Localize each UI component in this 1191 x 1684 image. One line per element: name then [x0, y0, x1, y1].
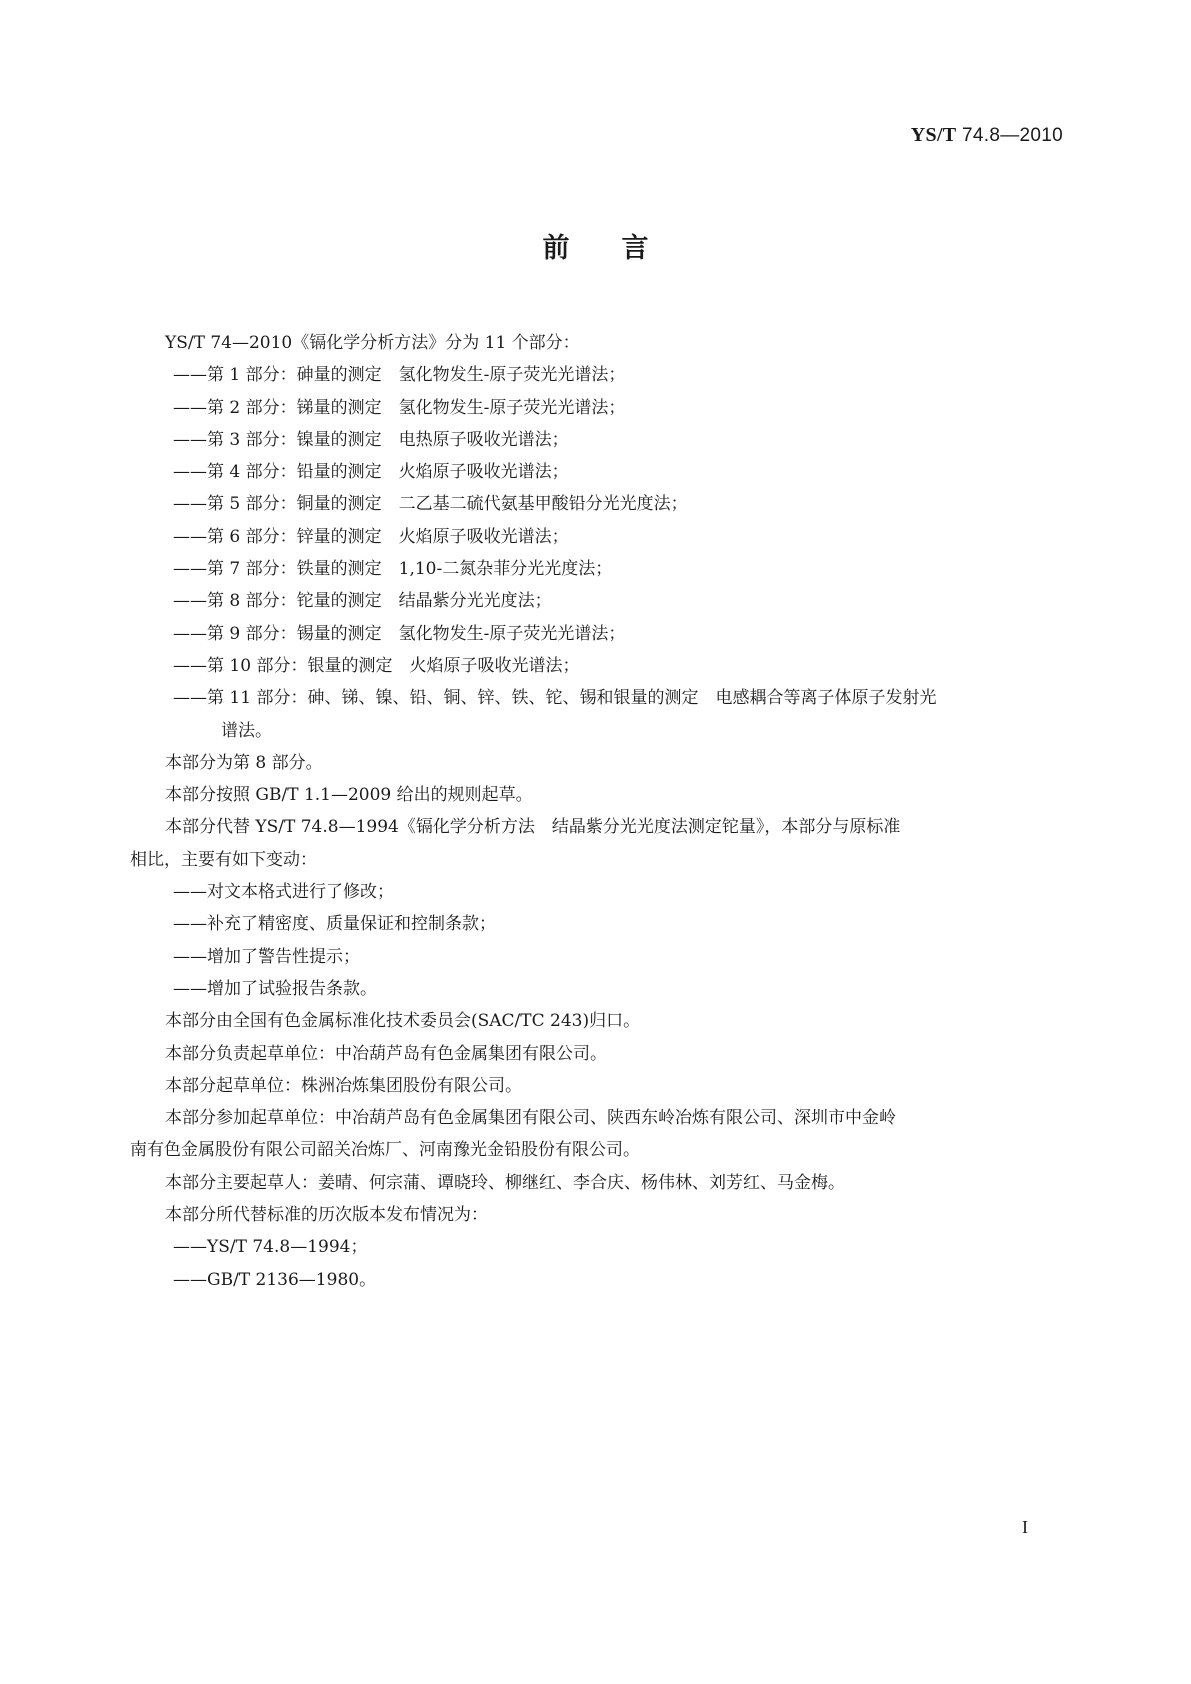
change-list-item: ——对文本格式进行了修改；	[173, 882, 394, 903]
history-list-item: ——YS/T 74.8—1994；	[173, 1237, 368, 1258]
page-title: 前言	[542, 233, 701, 264]
part-list-item: ——第 8 部分：铊量的测定 结晶紫分光光度法；	[173, 591, 552, 612]
part-list-item: ——第 3 部分：镍量的测定 电热原子吸收光谱法；	[173, 429, 569, 450]
committee-paragraph: 本部分由全国有色金属标准化技术委员会(SAC/TC 243)归口。	[165, 1011, 641, 1032]
part-list-item: ——第 2 部分：锑量的测定 氢化物发生-原子荧光光谱法；	[173, 397, 626, 418]
participating-units-line2: 南有色金属股份有限公司韶关冶炼厂、河南豫光金铅股份有限公司。	[130, 1140, 640, 1161]
change-list-item: ——增加了试验报告条款。	[173, 978, 377, 999]
drafting-rules-paragraph: 本部分按照 GB/T 1.1—2009 给出的规则起草。	[165, 785, 533, 806]
foreword-body	[130, 327, 1053, 1296]
page-number: I	[1022, 1517, 1028, 1537]
responsible-unit-paragraph: 本部分负责起草单位：中冶葫芦岛有色金属集团有限公司。	[165, 1043, 607, 1064]
participating-units-line1: 本部分参加起草单位：中冶葫芦岛有色金属集团有限公司、陕西东岭冶炼有限公司、深圳市中金岭	[165, 1108, 896, 1129]
replaces-paragraph-line1: 本部分代替 YS/T 74.8—1994《镉化学分析方法 结晶紫分光光度法测定铊量》，本部分与原标准	[165, 817, 901, 838]
part-list-item: ——第 4 部分：铅量的测定 火焰原子吸收光谱法；	[173, 462, 569, 483]
history-intro-paragraph: 本部分所代替标准的历次版本发布情况为：	[165, 1205, 488, 1226]
part-list-item: ——第 11 部分：砷、锑、镍、铅、铜、锌、铁、铊、锡和银量的测定 电感耦合等离子体原子发射光	[173, 688, 937, 709]
change-list-item: ——补充了精密度、质量保证和控制条款；	[173, 914, 496, 935]
part-list-item: ——第 7 部分：铁量的测定 1,10-二氮杂菲分光光度法；	[173, 559, 613, 580]
part-list-item-continuation: 谱法。	[221, 720, 272, 741]
drafters-paragraph: 本部分主要起草人：姜晴、何宗蒲、谭晓玲、柳继红、李合庆、杨伟林、刘芳红、马金梅。	[165, 1172, 845, 1193]
standard-prefix: YS/T	[910, 124, 957, 146]
part-list-item: ——第 1 部分：砷量的测定 氢化物发生-原子荧光光谱法；	[173, 365, 626, 386]
intro-paragraph: YS/T 74—2010《镉化学分析方法》分为 11 个部分：	[165, 333, 580, 353]
this-part-paragraph: 本部分为第 8 部分。	[165, 752, 323, 773]
standard-number: 74.8—2010	[962, 125, 1063, 146]
part-list-item: ——第 5 部分：铜量的测定 二乙基二硫代氨基甲酸铅分光光度法；	[173, 494, 688, 515]
standard-code-header	[911, 124, 1063, 147]
replaces-paragraph-line2: 相比，主要有如下变动：	[130, 849, 317, 870]
history-list-item: ——GB/T 2136—1980。	[173, 1269, 377, 1290]
change-list-item: ——增加了警告性提示；	[173, 946, 360, 967]
drafting-unit-paragraph: 本部分起草单位：株洲冶炼集团股份有限公司。	[165, 1075, 522, 1096]
part-list-item: ——第 10 部分：银量的测定 火焰原子吸收光谱法；	[173, 655, 580, 676]
part-list-item: ——第 9 部分：锡量的测定 氢化物发生-原子荧光光谱法；	[173, 623, 626, 644]
part-list-item: ——第 6 部分：锌量的测定 火焰原子吸收光谱法；	[173, 526, 569, 547]
